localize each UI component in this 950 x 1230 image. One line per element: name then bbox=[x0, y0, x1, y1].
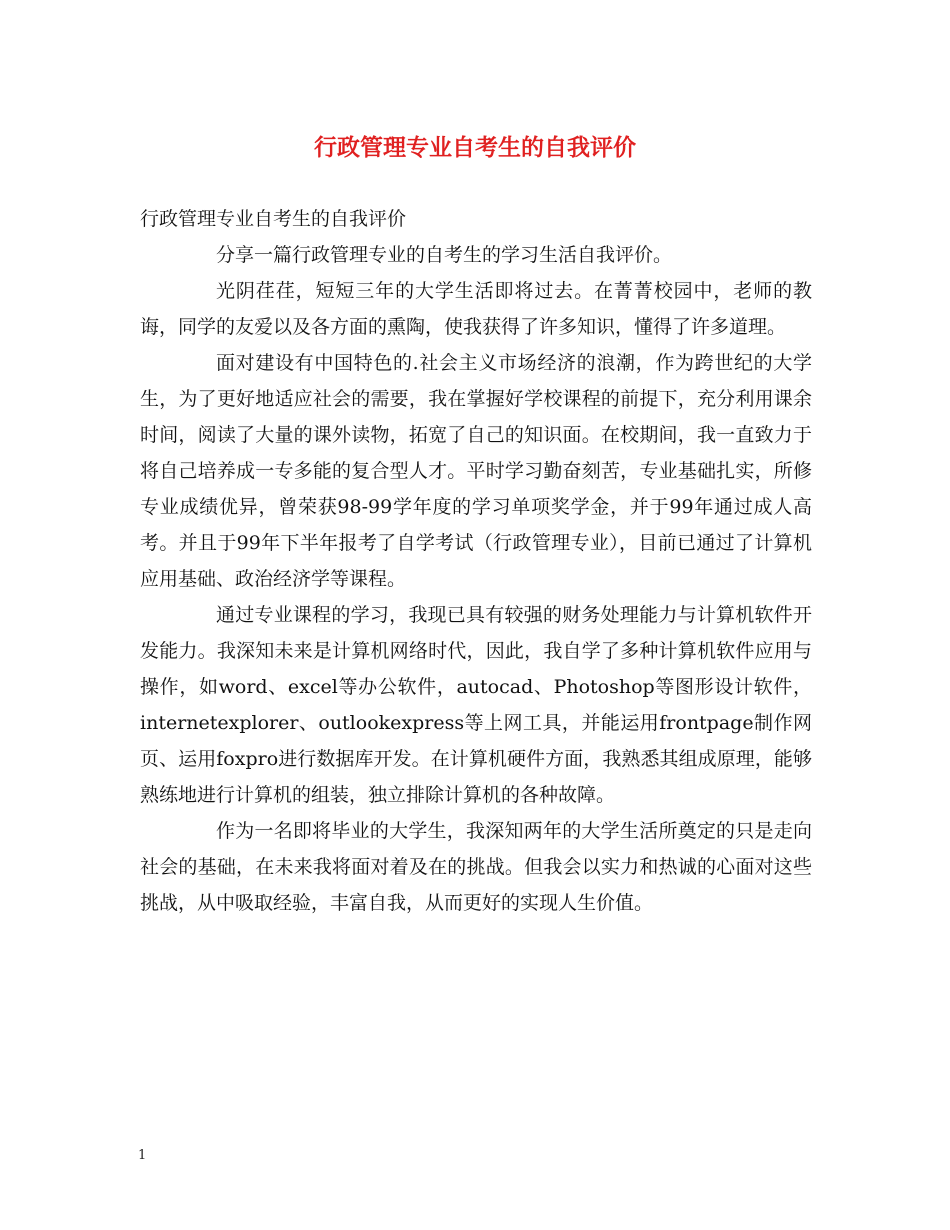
paragraph-intro: 分享一篇行政管理专业的自考生的学习生活自我评价。 bbox=[216, 244, 673, 266]
paragraph-college-life: 光阴荏荏，短短三年的大学生活即将过去。在菁菁校园中，老师的教诲，同学的友爱以及各方面的熏陶，使我获得了许多知识，懂得了许多道理。 bbox=[140, 280, 812, 338]
document-subtitle: 行政管理专业自考生的自我评价 bbox=[140, 208, 407, 230]
paragraph-computer-skills: 通过专业课程的学习，我现已具有较强的财务处理能力与计算机软件开发能力。我深知未来是计算机网络时代，因此，我自学了多种计算机软件应用与操作，如word、excel等办公软件，autocad、Photoshop等图形设计软件，internetexplorer、outlookexpress等上网工具，并能运用frontpage制作网页、运用foxpro进行数据库开发。在计算机硬件方面，我熟悉其组成原理，能够熟练地进行计算机的组装，独立排除计算机的各种故障。 bbox=[140, 604, 812, 806]
document-title: 行政管理专业自考生的自我评价 bbox=[314, 134, 636, 161]
paragraph-conclusion: 作为一名即将毕业的大学生，我深知两年的大学生活所奠定的只是走向社会的基础，在未来我将面对着及在的挑战。但我会以实力和热诚的心面对这些挑战，从中吸取经验，丰富自我，从而更好的实现人生价值。 bbox=[140, 820, 812, 914]
document-body bbox=[140, 201, 812, 921]
paragraph-study: 面对建设有中国特色的.社会主义市场经济的浪潮，作为跨世纪的大学生，为了更好地适应社会的需要，我在掌握好学校课程的前提下，充分利用课余时间，阅读了大量的课外读物，拓宽了自己的知识面。在校期间，我一直致力于将自己培养成一专多能的复合型人才。平时学习勤奋刻苦，专业基础扎实，所修专业成绩优异，曾荣获98-99学年度的学习单项奖学金，并于99年通过成人高考。并且于99年下半年报考了自学考试（行政管理专业），目前已通过了计算机应用基础、政治经济学等课程。 bbox=[140, 352, 812, 590]
page-number: 1 bbox=[138, 1148, 147, 1163]
